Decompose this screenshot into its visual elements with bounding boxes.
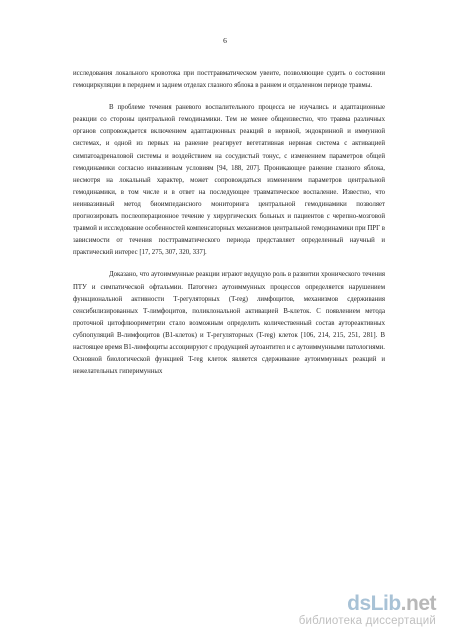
paragraph-2: В проблеме течения раневого воспалительного процесса не изучались и адаптационные реакции со стороны центральной гемодинамики. Тем не менее общеизвестно, что травма различных органов сопровождается включением адаптационных реакций в нервной, эндокринной и иммунной системах, и одной из первых на ранение реагирует вегетативная нервная система с активацией симпатоадреналовой системы и воздействием на сосудистый тонус, с изменением параметров общей гемодинамики согласно инвазивным условиям [94, 188, 207]. Проникающее ранение глазного яблока, несмотря на локальный характер, может сопровождаться изменением параметров центральной гемодинамики, в том числе и в ответ на последующее травматическое воспаление. Известно, что неинвазивный метод биоимпедансного мониторинга центральной гемодинамики позволяет прогнозировать послеоперационное течение у хирургических больных и пациентов с черепно-мозговой травмой и исследование особенностей компенсаторных механизмов центральной гемодинамики при ПРГ в зависимости от течения посттравматического периода представляет определенный научный и практический интерес [17, 275, 307, 320, 337]. bbox=[73, 104, 385, 257]
paragraph-3: Доказано, что аутоиммунные реакции играют ведущую роль в развитии хронического течения ПТУ и симпатической офтальмии. Патогенез аутоиммунных процессов определяется нарушением функциональной активности Т-регуляторных (T-reg) лимфоцитов, механизмов сдерживания сенсибилизированных Т-лимфоцитов, поликлональной активацией В-клеток. С появлением метода проточной цитофлюориметрии стало возможным определить количественный состав аутореактивных субпопуляций В-лимфоцитов (В1-клеток) и Т-регуляторных (T-reg) клеток [106, 214, 215, 251, 281]. В настоящее время В1-лимфоциты ассоциируют с продукцией аутоантител и с аутоиммунными патологиями. Основной биологической функцией T-reg клеток является сдерживание аутоиммунных реакций и нежелательных гиперимунных bbox=[73, 271, 385, 376]
logo-name: dsLib bbox=[347, 592, 401, 615]
logo-domain: .net bbox=[400, 592, 436, 615]
dslib-watermark bbox=[299, 593, 436, 627]
dslib-logo bbox=[299, 593, 436, 615]
watermark-tagline: библиотека диссертаций bbox=[298, 615, 436, 627]
paragraph-1: исследования локального кровотока при посттравматическом увеите, позволяющие судить о состоянии гемоциркуляции в переднем и заднем отделах глазного яблока в раннем и отдаленном периоде травмы. bbox=[73, 70, 385, 90]
page-number: 6 bbox=[223, 36, 227, 45]
document-body bbox=[73, 68, 385, 378]
